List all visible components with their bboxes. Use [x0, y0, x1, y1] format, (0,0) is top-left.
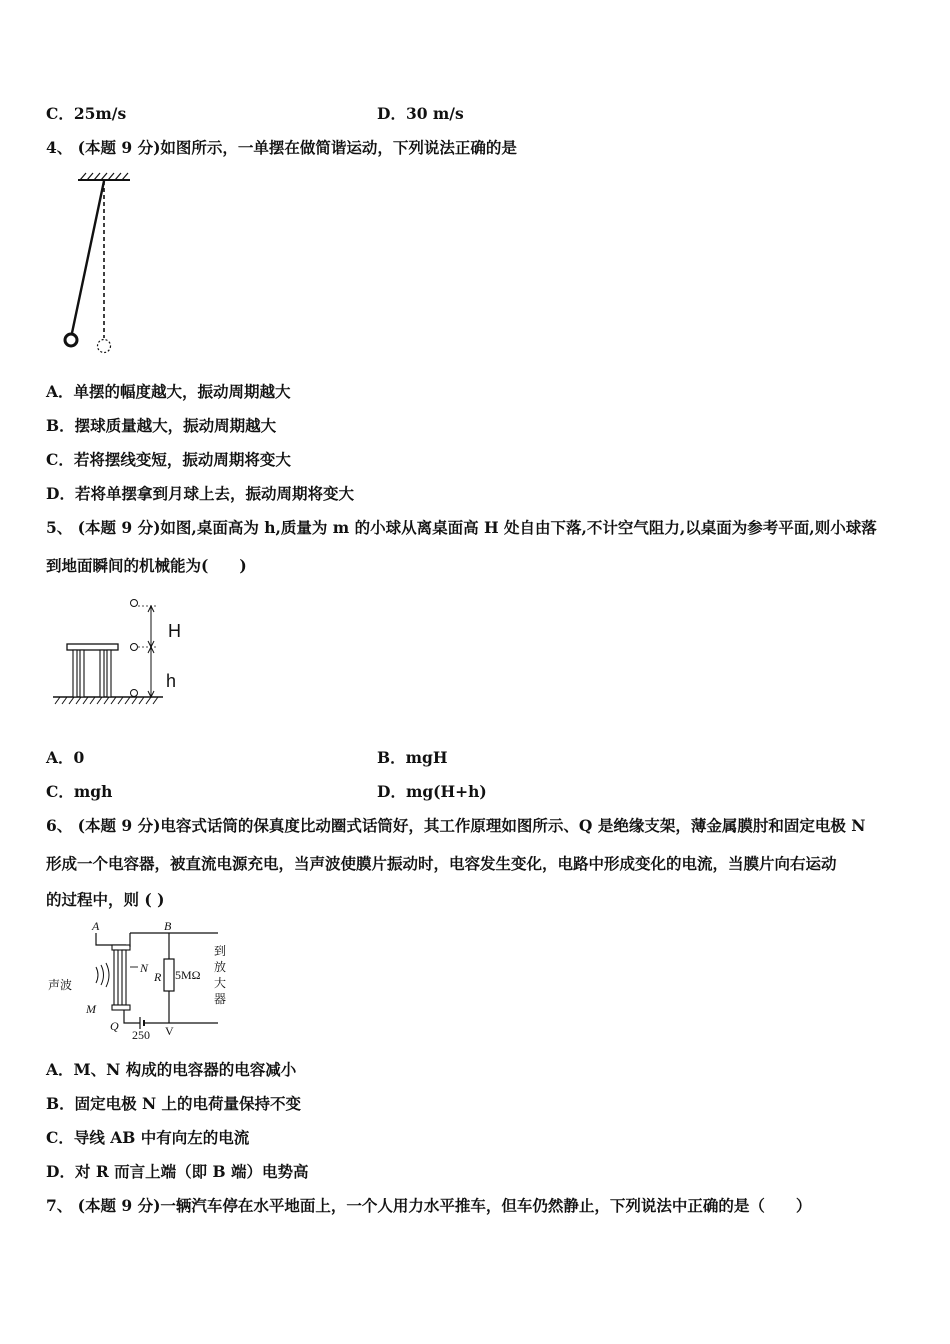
condenser-microphone-circuit	[44, 917, 234, 1042]
label-Q: Q	[110, 1019, 119, 1033]
q6-stem-line-1: 6、 (本题 9 分)电容式话筒的保真度比动圈式话筒好，其工作原理如图所示、Q 是绝缘支架，薄金属膜肘和固定电极 N	[46, 816, 866, 835]
q3-option-c: C．25m/s	[46, 104, 127, 123]
label-250: 250	[132, 1028, 150, 1042]
amp-char-4: 器	[214, 992, 227, 1006]
amp-char-1: 到	[214, 944, 227, 958]
label-N: N	[140, 961, 149, 975]
q6-stem-line-2: 形成一个电容器，被直流电源充电，当声波使膜片振动时，电容发生变化，电路中形成变化的电流，当膜片向右运动	[46, 854, 837, 873]
q4-option-c: C．若将摆线变短，振动周期将变大	[46, 450, 291, 469]
q4-option-d: D．若将单摆拿到月球上去，振动周期将变大	[46, 484, 354, 503]
q5-option-b: B．mgH	[377, 748, 448, 767]
label-M: M	[86, 1002, 96, 1016]
q4-option-a: A．单摆的幅度越大，振动周期越大	[46, 382, 291, 401]
q4-option-b: B．摆球质量越大，振动周期越大	[46, 416, 277, 435]
q6-option-c: C．导线 AB 中有向左的电流	[46, 1128, 250, 1147]
label-sound-wave: 声波	[48, 978, 73, 992]
amp-char-3: 大	[214, 976, 227, 990]
amp-char-2: 放	[214, 960, 227, 974]
label-5M-ohm: 5MΩ	[175, 968, 201, 982]
q4-stem: 4、 (本题 9 分)如图所示，一单摆在做简谐运动，下列说法正确的是	[46, 138, 517, 157]
label-V: V	[165, 1024, 174, 1038]
q3-option-d: D．30 m/s	[377, 104, 464, 123]
label-B: B	[164, 919, 172, 933]
q6-option-a: A．M、N 构成的电容器的电容减小	[46, 1060, 297, 1079]
label-A: A	[92, 919, 100, 933]
q6-option-b: B．固定电极 N 上的电荷量保持不变	[46, 1094, 302, 1113]
q5-option-c: C．mgh	[46, 782, 113, 801]
q5-option-d: D．mg(H+h)	[377, 782, 487, 801]
q6-stem-line-3: 的过程中，则 ( )	[46, 890, 165, 909]
table-ball-figure	[50, 596, 200, 711]
pendulum-figure	[58, 168, 138, 360]
label-h: h	[166, 671, 177, 691]
q5-stem-line-2: 到地面瞬间的机械能为( )	[46, 556, 247, 575]
label-R: R	[154, 970, 162, 984]
q6-option-d: D．对 R 而言上端（即 B 端）电势高	[46, 1162, 309, 1181]
q7-stem: 7、 (本题 9 分)一辆汽车停在水平地面上，一个人用力水平推车，但车仍然静止，下列说法中正确的是（ ）	[46, 1196, 812, 1215]
q5-stem-line-1: 5、 (本题 9 分)如图,桌面高为 h,质量为 m 的小球从离桌面高 H 处自由下落,不计空气阻力,以桌面为参考平面,则小球落	[46, 518, 877, 537]
label-H: H	[168, 621, 181, 641]
q5-option-a: A．0	[46, 748, 85, 767]
